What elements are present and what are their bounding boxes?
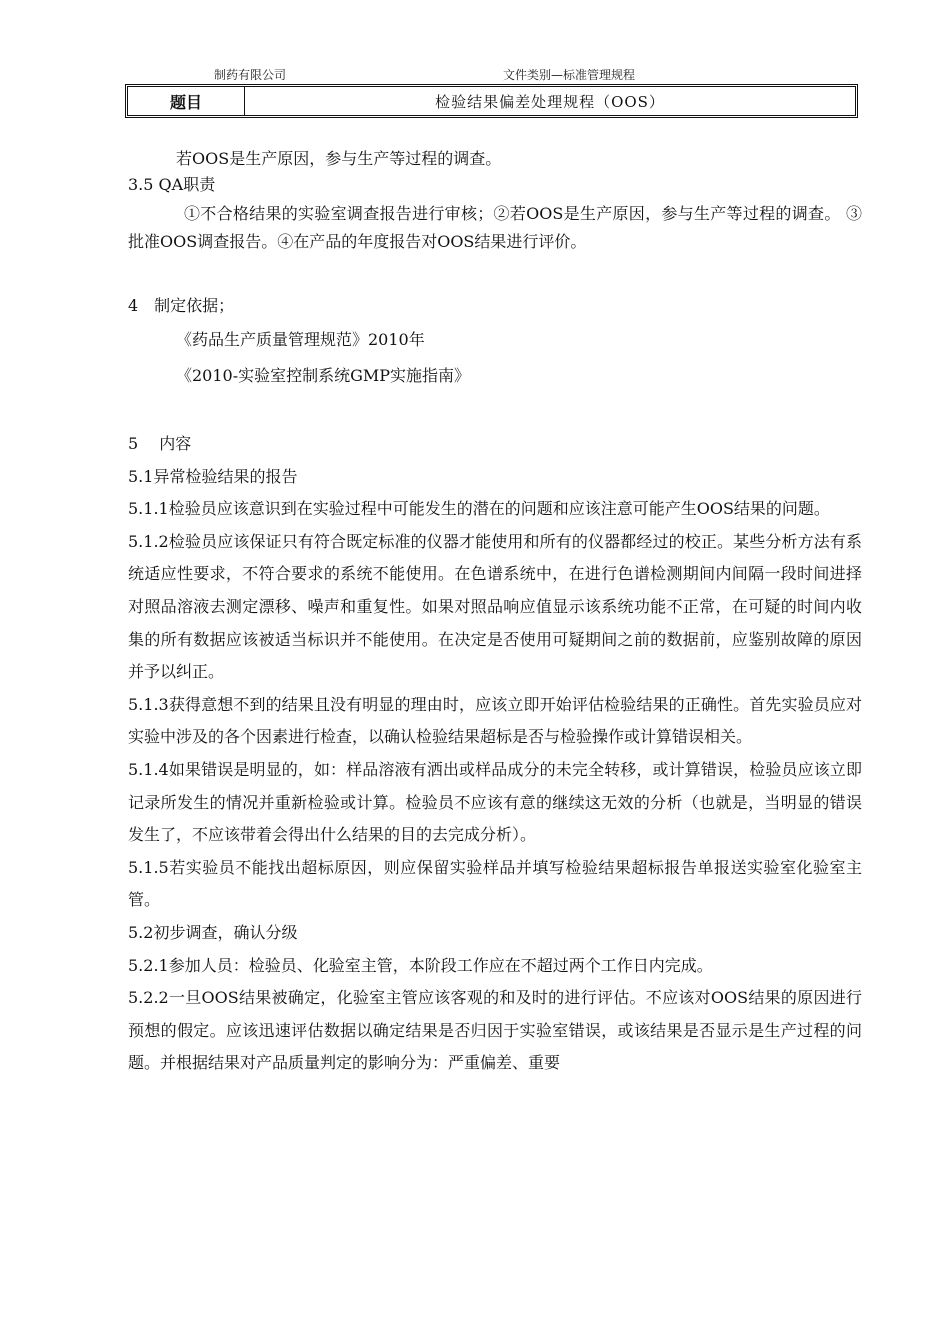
reference-item: 《药品生产质量管理规范》2010年	[176, 330, 425, 349]
document-body	[128, 146, 862, 1080]
subsection-heading: 5.1异常检验结果的报告	[128, 466, 298, 486]
paragraph: ①不合格结果的实验室调查报告进行审核；②若OOS是生产原因，参与生产等过程的调查。 ③批准OOS调查报告。④在产品的年度报告对OOS结果进行评价。	[128, 204, 862, 251]
page-header	[126, 66, 860, 82]
paragraph: 5.1.1检验员应该意识到在实验过程中可能发生的潜在的问题和应该注意可能产生OOS结果的问题。	[128, 499, 830, 519]
section-heading: 3.5 QA职责	[128, 175, 216, 194]
paragraph: 5.2.2一旦OOS结果被确定，化验室主管应该客观的和及时的进行评估。不应该对OOS结果的原因进行预想的假定。应该迅速评估数据以确定结果是否归因于实验室错误，或该结果是否显示是生产过程的问题。并根据结果对产品质量判定的影响分为：严重偏差、重要	[128, 988, 862, 1073]
document-title: 检验结果偏差处理规程（OOS）	[435, 92, 665, 111]
document-category: 文件类别—标准管理规程	[503, 68, 636, 82]
reference-item: 《2010-实验室控制系统GMP实施指南》	[176, 366, 471, 385]
paragraph: 5.1.4如果错误是明显的，如：样品溶液有洒出或样品成分的未完全转移，或计算错误，检验员应该立即记录所发生的情况并重新检验或计算。检验员不应该有意的继续这无效的分析（也就是，当明显的错误发生了，不应该带着会得出什么结果的目的去完成分析）。	[128, 759, 862, 845]
title-table	[125, 84, 858, 118]
title-label: 题目	[128, 87, 245, 115]
paragraph: 5.2.1参加人员：检验员、化验室主管，本阶段工作应在不超过两个工作日内完成。	[128, 955, 713, 975]
paragraph: 5.1.3获得意想不到的结果且没有明显的理由时，应该立即开始评估检验结果的正确性。首先实验员应对实验中涉及的各个因素进行检查，以确认检验结果超标是否与检验操作或计算错误相关。	[128, 694, 862, 747]
section-heading: 5 内容	[128, 434, 192, 453]
company-name: 制药有限公司	[214, 68, 287, 82]
subsection-heading: 5.2初步调查，确认分级	[128, 922, 298, 942]
paragraph: 若OOS是生产原因，参与生产等过程的调查。	[176, 149, 502, 168]
paragraph: 5.1.2检验员应该保证只有符合既定标准的仪器才能使用和所有的仪器都经过的校正。某些分析方法有系统适应性要求，不符合要求的系统不能使用。在色谱系统中，在进行色谱检测期间内间隔一段时间进择对照品溶液去测定漂移、噪声和重复性。如果对照品响应值显示该系统功能不正常，在可疑的时间内收集的所有数据应该被适当标识并不能使用。在决定是否使用可疑期间之前的数据前，应鉴别故障的原因并予以纠正。	[128, 531, 862, 682]
paragraph: 5.1.5若实验员不能找出超标原因，则应保留实验样品并填写检验结果超标报告单报送实验室化验室主管。	[128, 857, 862, 910]
section-heading: 4 制定依据；	[128, 296, 235, 315]
